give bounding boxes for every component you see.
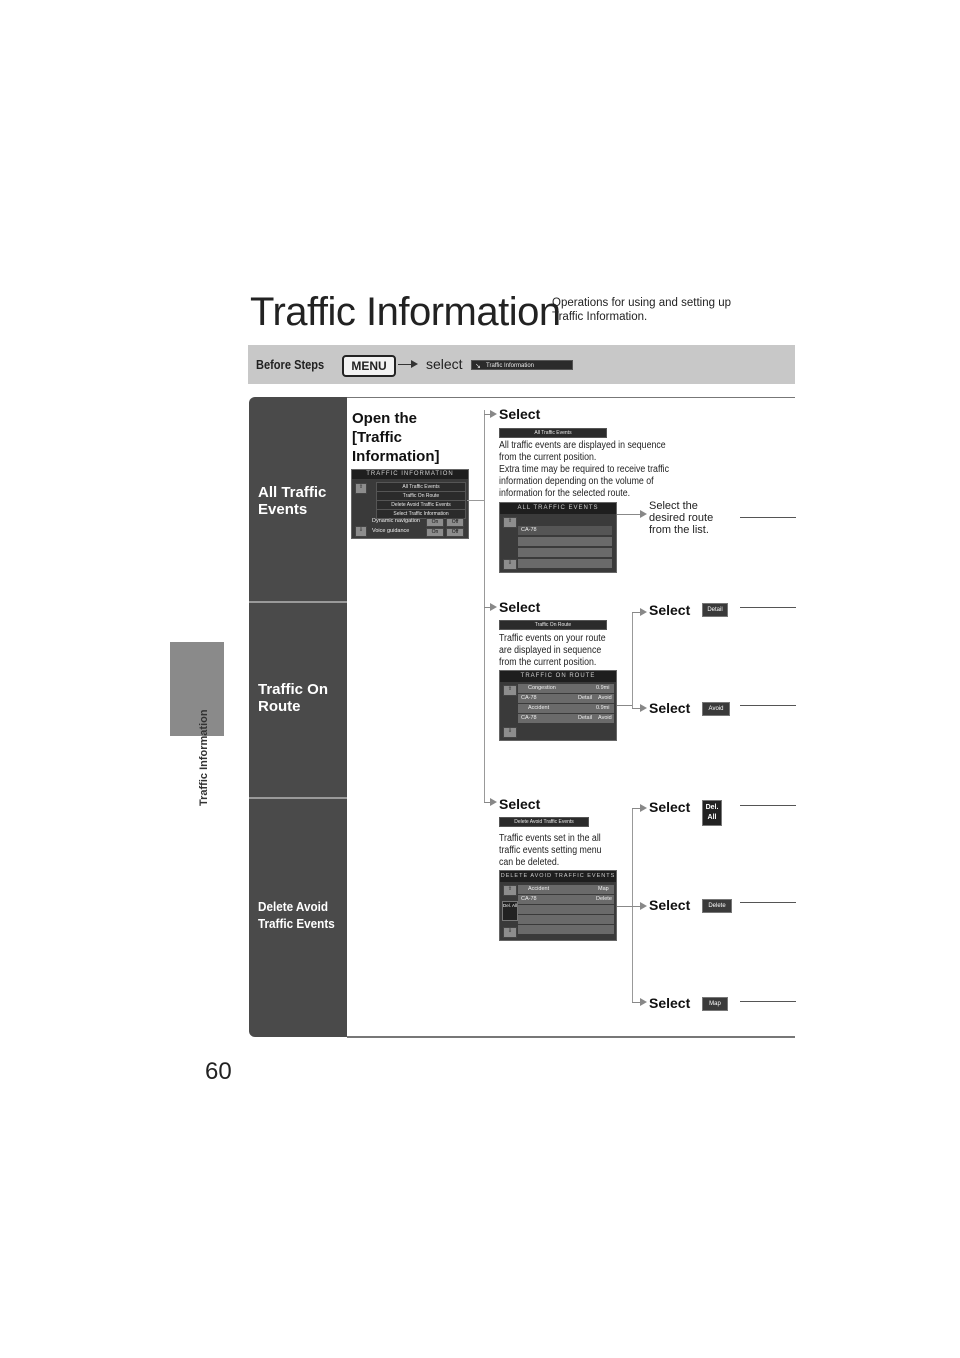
traffic-icon: ↘ (475, 363, 481, 370)
scroll-down-button[interactable]: ⇩ (503, 559, 517, 570)
all-events-desc-4: information depending on the volume of (499, 476, 654, 487)
traffic-on-route-button[interactable]: Traffic On Route (376, 491, 466, 501)
on-route-select: Select (499, 599, 541, 615)
delete-avoid-desc-2: traffic events setting menu (499, 845, 602, 856)
arrow-right-icon (640, 998, 647, 1006)
arrow-right-icon (411, 360, 418, 368)
row-separator (249, 797, 347, 799)
table-bottom-border (347, 1036, 795, 1038)
map-select: Select (649, 995, 691, 1011)
result-line (740, 517, 796, 518)
scroll-up-button[interactable]: ⇧ (503, 885, 517, 896)
traffic-information-screen (351, 469, 469, 539)
dynamic-navigation-on[interactable]: On (426, 518, 444, 527)
on-route-desc-1: Traffic events on your route (499, 633, 606, 644)
delete-avoid-desc-1: Traffic events set in the all (499, 833, 601, 844)
on-route-desc-2: are displayed in sequence (499, 645, 602, 656)
del-all-button[interactable]: Del. All (502, 901, 518, 921)
select-traffic-information-button[interactable]: Select Traffic Information (376, 509, 466, 519)
screen-header: DELETE AVOID TRAFFIC EVENTS (500, 871, 616, 882)
table-row[interactable]: CA-78 Detail Avoid (518, 714, 614, 724)
arrow-right-icon (490, 410, 497, 418)
table-top-border (347, 397, 795, 398)
menu-button[interactable]: MENU (342, 355, 396, 377)
all-events-desc-2: from the current position. (499, 452, 597, 463)
table-row[interactable] (518, 915, 614, 925)
result-line (740, 805, 796, 806)
scroll-down-button[interactable]: ⇩ (355, 526, 367, 537)
result-line (740, 1001, 796, 1002)
traffic-on-route-button[interactable]: Traffic On Route (499, 620, 607, 630)
avoid-button[interactable]: Avoid (702, 702, 730, 716)
detail-select: Select (649, 602, 691, 618)
page-intro: Operations for using and setting up Traffic Information. (552, 297, 732, 323)
screen-header: TRAFFIC INFORMATION (352, 470, 468, 479)
open-step-title: Open the [Traffic Information] (352, 410, 440, 465)
scroll-up-button[interactable]: ⇧ (355, 483, 367, 494)
all-traffic-events-button[interactable]: All Traffic Events (499, 428, 607, 438)
on-route-desc-3: from the current position. (499, 657, 597, 668)
delete-avoid-button[interactable]: Delete Avoid Traffic Events (376, 500, 466, 510)
row-label-delete-avoid: Delete Avoid Traffic Events (258, 899, 335, 931)
table-row[interactable]: Accident Map (518, 885, 614, 895)
delete-avoid-select: Select (499, 796, 541, 812)
voice-guidance-off[interactable]: Off (446, 528, 464, 537)
section-tab (170, 642, 224, 736)
list-item[interactable] (518, 548, 612, 558)
flow-line (467, 500, 484, 501)
flow-line (632, 612, 633, 708)
result-line (740, 902, 796, 903)
table-row[interactable] (518, 905, 614, 915)
arrow-right-icon (640, 902, 647, 910)
all-traffic-events-screen (499, 502, 617, 573)
table-row[interactable] (518, 925, 614, 935)
all-events-desc-5: information for the selected route. (499, 488, 631, 499)
delete-avoid-screen (499, 870, 617, 941)
all-events-desc-3: Extra time may be required to receive traffic (499, 464, 670, 475)
delall-button[interactable]: Del. All (702, 800, 722, 826)
page-number: 60 (205, 1058, 232, 1085)
table-row[interactable]: Accident 0.9mi (518, 704, 614, 714)
screen-header: ALL TRAFFIC EVENTS (500, 503, 616, 514)
result-line (740, 705, 796, 706)
arrow-right-icon (490, 798, 497, 806)
scroll-up-button[interactable]: ⇧ (503, 517, 517, 528)
arrow-right-icon (640, 608, 647, 616)
delete-avoid-desc-3: can be deleted. (499, 857, 560, 868)
delete-button[interactable]: Delete (702, 899, 732, 913)
scroll-down-button[interactable]: ⇩ (503, 727, 517, 738)
row-label-traffic-on-route: Traffic On Route (258, 681, 329, 715)
detail-button[interactable]: Detail (702, 603, 728, 617)
select-route-desc: Select the desired route from the list. (649, 500, 714, 536)
arrow-line (617, 705, 632, 706)
before-steps-label: Before Steps (256, 357, 325, 372)
arrow-right-icon (640, 510, 647, 518)
all-events-desc-1: All traffic events are displayed in sequence (499, 440, 666, 451)
result-line (740, 607, 796, 608)
all-traffic-events-button[interactable]: All Traffic Events (376, 482, 466, 492)
section-label: Traffic Information (198, 709, 210, 806)
voice-guidance-on[interactable]: On (426, 528, 444, 537)
scroll-up-button[interactable]: ⇧ (503, 685, 517, 696)
row-label-all-traffic-events: All Traffic Events (258, 484, 327, 518)
arrow-right-icon (640, 804, 647, 812)
dynamic-navigation-off[interactable]: Off (446, 518, 464, 527)
row-separator (249, 601, 347, 603)
scroll-down-button[interactable]: ⇩ (503, 927, 517, 938)
list-item[interactable] (518, 537, 612, 547)
screen-header: TRAFFIC ON ROUTE (500, 671, 616, 682)
flow-line (484, 410, 485, 802)
delall-select: Select (649, 799, 691, 815)
dynamic-navigation-label: Dynamic navigation (372, 518, 420, 524)
arrow-line (617, 514, 641, 515)
list-item[interactable]: CA-78 (518, 526, 612, 536)
voice-guidance-label: Voice guidance (372, 528, 410, 534)
page-title: Traffic Information (250, 290, 561, 334)
arrow-right-icon (640, 704, 647, 712)
arrow-line (398, 364, 412, 365)
delete-select: Select (649, 897, 691, 913)
delete-avoid-button[interactable]: Delete Avoid Traffic Events (499, 817, 589, 827)
avoid-select: Select (649, 700, 691, 716)
flow-line (632, 808, 633, 1002)
traffic-information-menu-item[interactable]: ↘ Traffic Information (471, 360, 573, 370)
table-row[interactable]: Congestion 0.9mi (518, 684, 614, 694)
table-row[interactable]: CA-78 Delete (518, 895, 614, 905)
arrow-right-icon (490, 603, 497, 611)
map-button[interactable]: Map (702, 997, 728, 1011)
before-steps-select: select (426, 356, 463, 372)
list-item[interactable] (518, 559, 612, 569)
table-row[interactable]: CA-78 Detail Avoid (518, 694, 614, 704)
traffic-on-route-screen (499, 670, 617, 741)
arrow-line (617, 906, 632, 907)
all-events-select: Select (499, 406, 541, 422)
